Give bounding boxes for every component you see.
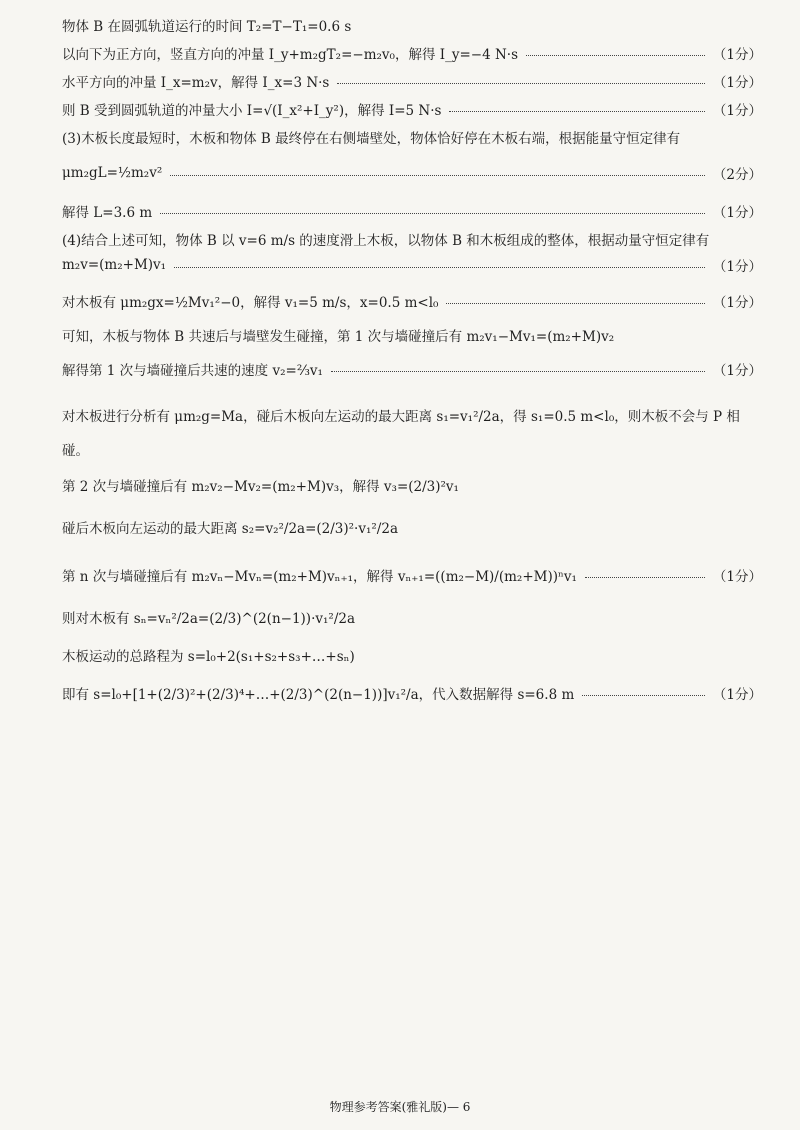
solution-line — [62, 565, 762, 585]
solution-text: 解得 L=3.6 m — [62, 205, 153, 221]
score-label: （1分） — [712, 687, 762, 703]
score-label: （2分） — [712, 167, 762, 183]
solution-line — [62, 359, 762, 379]
solution-line — [62, 439, 762, 459]
dot-leader — [449, 111, 704, 112]
solution-text: m₂v=(m₂+M)v₁ — [62, 257, 167, 273]
solution-text: (4)结合上述可知，物体 B 以 v=6 m/s 的速度滑上木板，以物体 B 和木板组成的整体，根据动量守恒定律有 — [62, 233, 710, 249]
solution-line — [62, 475, 762, 495]
solution-text: 第 n 次与墙碰撞后有 m₂vₙ−Mvₙ=(m₂+M)vₙ₊₁，解得 vₙ₊₁=((m₂−M)/(m₂+M))ⁿv₁ — [62, 569, 577, 585]
score-label: （1分） — [712, 205, 762, 221]
score-label: （1分） — [712, 259, 762, 275]
solution-line — [62, 99, 762, 119]
solution-line — [62, 201, 762, 221]
solution-text: 对木板进行分析有 μm₂g=Ma，碰后木板向左运动的最大距离 s₁=v₁²/2a，得 s₁=0.5 m<l₀，则木板不会与 P 相 — [62, 409, 740, 425]
solution-line — [62, 255, 762, 275]
dot-leader — [160, 213, 705, 214]
solution-text: 碰后木板向左运动的最大距离 s₂=v₂²/2a=(2/3)²·v₁²/2a — [62, 521, 398, 537]
solution-line — [62, 405, 762, 425]
solution-line — [62, 607, 762, 627]
solution-line — [62, 71, 762, 91]
solution-text: 水平方向的冲量 I_x=m₂v，解得 I_x=3 N·s — [62, 75, 330, 91]
dot-leader — [174, 267, 705, 268]
score-label: （1分） — [712, 363, 762, 379]
solution-text: 碰。 — [62, 443, 89, 459]
solution-line — [62, 645, 762, 665]
solution-text: 则 B 受到圆弧轨道的冲量大小 I=√(I_x²+I_y²)，解得 I=5 N·s — [62, 103, 442, 119]
solution-line — [62, 163, 762, 183]
dot-leader — [582, 695, 705, 696]
solution-text: 对木板有 μm₂gx=½Mv₁²−0，解得 v₁=5 m/s，x=0.5 m<l₀ — [62, 295, 439, 311]
dot-leader — [585, 577, 705, 578]
solution-text: (3)木板长度最短时，木板和物体 B 最终停在右侧墙壁处，物体恰好停在木板右端，根据能量守恒定律有 — [62, 131, 681, 147]
solution-line — [62, 15, 762, 35]
solution-line — [62, 683, 762, 703]
dot-leader — [170, 175, 705, 176]
solution-line — [62, 325, 762, 345]
score-label: （1分） — [712, 569, 762, 585]
score-label: （1分） — [712, 295, 762, 311]
dot-leader — [337, 83, 705, 84]
solution-line — [62, 291, 762, 311]
solution-text: 则对木板有 sₙ=vₙ²/2a=(2/3)^(2(n−1))·v₁²/2a — [62, 611, 355, 627]
solution-line — [62, 517, 762, 537]
dot-leader — [331, 371, 705, 372]
score-label: （1分） — [712, 75, 762, 91]
solution-line — [62, 127, 762, 147]
score-label: （1分） — [712, 47, 762, 63]
solution-text: 物体 B 在圆弧轨道运行的时间 T₂=T−T₁=0.6 s — [62, 19, 352, 35]
solution-text: 以向下为正方向，竖直方向的冲量 I_y+m₂gT₂=−m₂v₀，解得 I_y=−4 N·s — [62, 47, 518, 63]
solution-text: 即有 s=l₀+[1+(2/3)²+(2/3)⁴+…+(2/3)^(2(n−1))]v₁²/a，代入数据解得 s=6.8 m — [62, 687, 575, 703]
solution-text: 解得第 1 次与墙碰撞后共速的速度 v₂=⅔v₁ — [62, 363, 323, 379]
dot-leader — [446, 303, 704, 304]
solution-line — [62, 229, 762, 249]
page-footer: 物理参考答案(雅礼版)— 6 — [329, 1100, 471, 1114]
dot-leader — [526, 55, 705, 56]
solution-text: μm₂gL=½m₂v² — [62, 165, 163, 181]
solution-text: 第 2 次与墙碰撞后有 m₂v₂−Mv₂=(m₂+M)v₃，解得 v₃=(2/3)²v₁ — [62, 479, 459, 495]
solution-line — [62, 43, 762, 63]
solution-text: 木板运动的总路程为 s=l₀+2(s₁+s₂+s₃+…+sₙ) — [62, 649, 355, 665]
score-label: （1分） — [712, 103, 762, 119]
solution-text: 可知，木板与物体 B 共速后与墙壁发生碰撞，第 1 次与墙碰撞后有 m₂v₁−Mv₁=(m₂+M)v₂ — [62, 329, 615, 345]
